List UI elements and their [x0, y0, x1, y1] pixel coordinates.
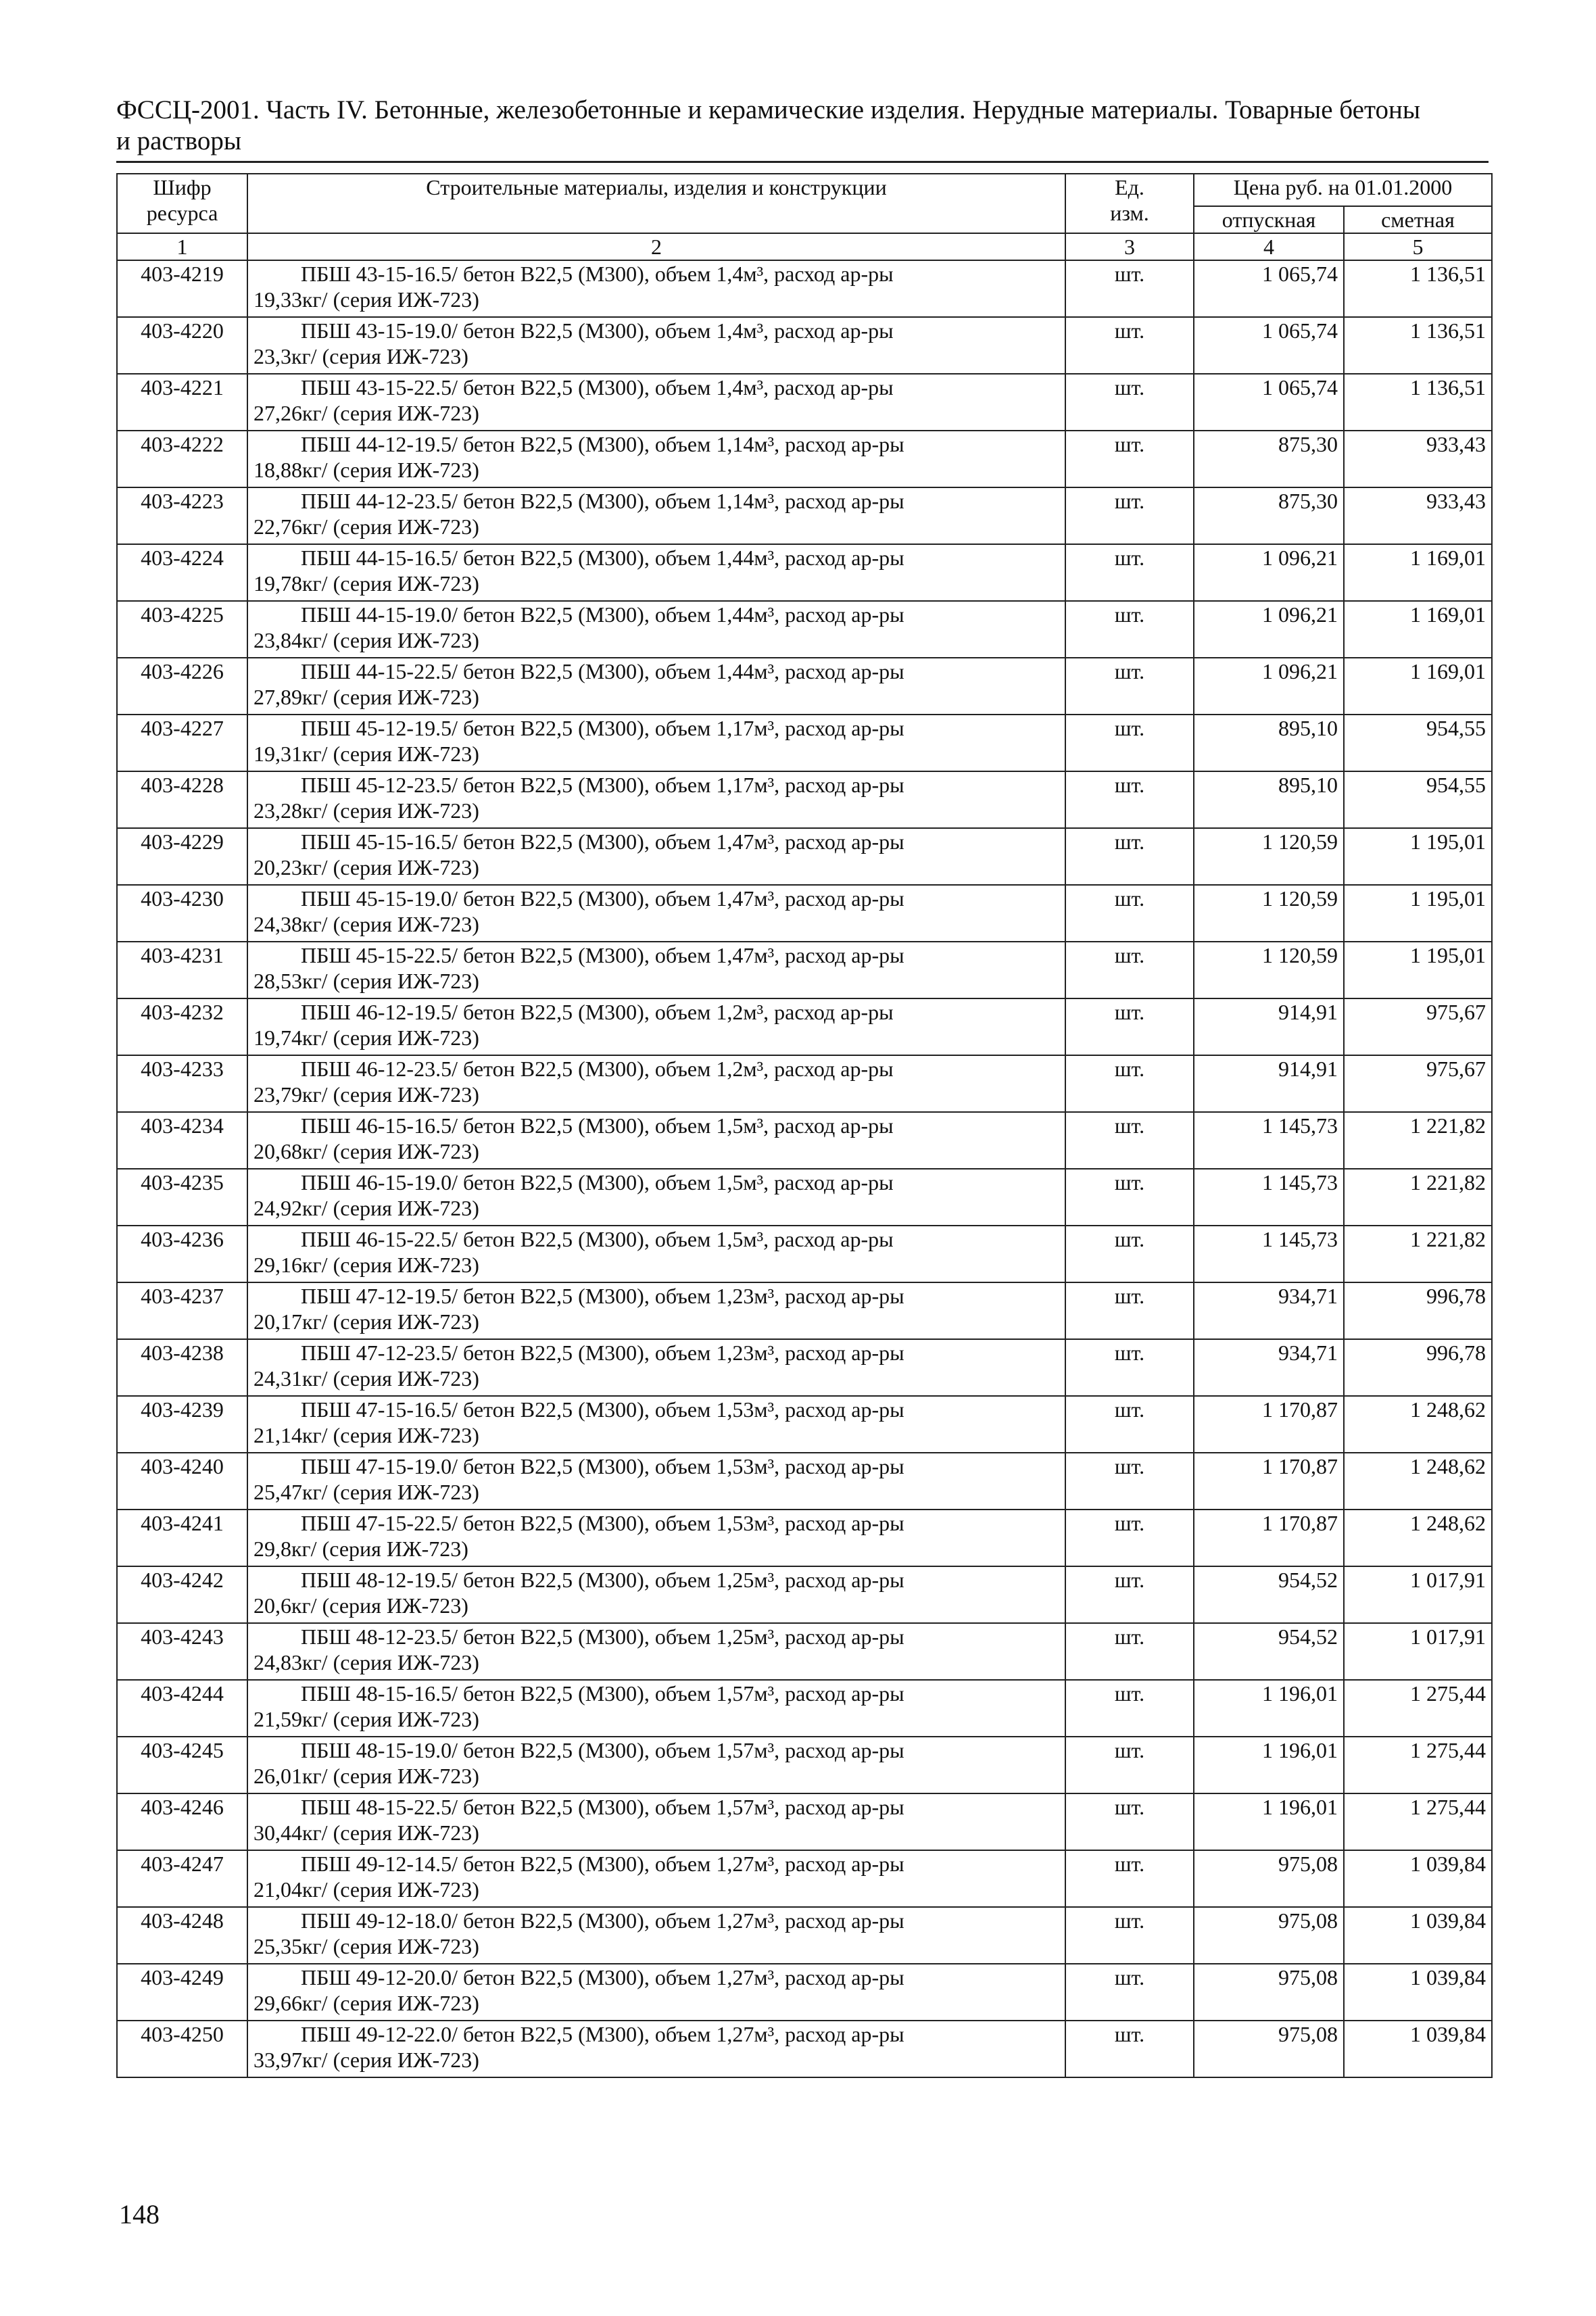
estimate-price: 1 195,01 — [1344, 885, 1492, 942]
description-line-2: 20,68кг/ (серия ИЖ-723) — [253, 1139, 479, 1163]
release-price: 914,91 — [1194, 998, 1344, 1055]
estimate-price: 1 017,91 — [1344, 1566, 1492, 1623]
release-price: 1 196,01 — [1194, 1680, 1344, 1737]
release-price: 975,08 — [1194, 1850, 1344, 1907]
table-row — [117, 1680, 1492, 1737]
description-line-1: ПБШ 44-12-23.5/ бетон В22,5 (М300), объем 1,14м³, расход ар-ры — [301, 489, 904, 513]
description-line-2: 26,01кг/ (серия ИЖ-723) — [253, 1764, 479, 1788]
description-line-2: 25,35кг/ (серия ИЖ-723) — [253, 1934, 479, 1958]
estimate-price: 996,78 — [1344, 1282, 1492, 1339]
estimate-price: 1 169,01 — [1344, 601, 1492, 658]
table-row — [117, 317, 1492, 374]
release-price: 975,08 — [1194, 1964, 1344, 2021]
description-line-1: ПБШ 46-15-19.0/ бетон В22,5 (М300), объем 1,5м³, расход ар-ры — [301, 1170, 894, 1195]
description-line-1: ПБШ 43-15-19.0/ бетон В22,5 (М300), объем 1,4м³, расход ар-ры — [301, 318, 894, 343]
description-line-1: ПБШ 47-12-19.5/ бетон В22,5 (М300), объем 1,23м³, расход ар-ры — [301, 1284, 904, 1308]
table-row — [117, 1112, 1492, 1169]
material-description — [247, 601, 1065, 658]
table-row — [117, 1907, 1492, 1964]
table-row — [117, 1793, 1492, 1850]
description-line-2: 18,88кг/ (серия ИЖ-723) — [253, 458, 479, 482]
table-row — [117, 1282, 1492, 1339]
description-line-1: ПБШ 46-12-23.5/ бетон В22,5 (М300), объем 1,2м³, расход ар-ры — [301, 1057, 894, 1081]
unit: шт. — [1065, 1112, 1194, 1169]
unit: шт. — [1065, 998, 1194, 1055]
material-description — [247, 1964, 1065, 2021]
table-row — [117, 998, 1492, 1055]
estimate-price: 933,43 — [1344, 487, 1492, 544]
unit: шт. — [1065, 1169, 1194, 1226]
description-line-1: ПБШ 44-15-19.0/ бетон В22,5 (М300), объем 1,44м³, расход ар-ры — [301, 602, 904, 627]
estimate-price: 1 136,51 — [1344, 374, 1492, 431]
column-number: 5 — [1344, 233, 1492, 260]
unit: шт. — [1065, 658, 1194, 715]
description-line-1: ПБШ 43-15-16.5/ бетон В22,5 (М300), объем 1,4м³, расход ар-ры — [301, 262, 894, 286]
release-price: 1 065,74 — [1194, 374, 1344, 431]
estimate-price: 1 275,44 — [1344, 1793, 1492, 1850]
unit: шт. — [1065, 374, 1194, 431]
resource-code: 403-4222 — [117, 431, 247, 487]
resource-code: 403-4235 — [117, 1169, 247, 1226]
description-line-2: 24,83кг/ (серия ИЖ-723) — [253, 1650, 479, 1674]
resource-code: 403-4221 — [117, 374, 247, 431]
estimate-price: 1 221,82 — [1344, 1169, 1492, 1226]
release-price: 934,71 — [1194, 1282, 1344, 1339]
estimate-price: 996,78 — [1344, 1339, 1492, 1396]
description-line-1: ПБШ 48-15-16.5/ бетон В22,5 (М300), объем 1,57м³, расход ар-ры — [301, 1681, 904, 1706]
release-price: 975,08 — [1194, 1907, 1344, 1964]
column-number: 4 — [1194, 233, 1344, 260]
description-line-2: 24,92кг/ (серия ИЖ-723) — [253, 1196, 479, 1220]
estimate-price: 975,67 — [1344, 998, 1492, 1055]
resource-code: 403-4244 — [117, 1680, 247, 1737]
table-row — [117, 1510, 1492, 1566]
unit: шт. — [1065, 431, 1194, 487]
release-price: 1 096,21 — [1194, 601, 1344, 658]
description-line-1: ПБШ 44-15-22.5/ бетон В22,5 (М300), объем 1,44м³, расход ар-ры — [301, 659, 904, 683]
table-row — [117, 374, 1492, 431]
resource-code: 403-4245 — [117, 1737, 247, 1793]
resource-code: 403-4224 — [117, 544, 247, 601]
resource-code: 403-4250 — [117, 2021, 247, 2077]
material-description — [247, 1907, 1065, 1964]
description-line-1: ПБШ 47-15-22.5/ бетон В22,5 (М300), объем 1,53м³, расход ар-ры — [301, 1511, 904, 1535]
release-price: 1 096,21 — [1194, 544, 1344, 601]
release-price: 1 170,87 — [1194, 1510, 1344, 1566]
estimate-price: 1 136,51 — [1344, 317, 1492, 374]
estimate-price: 1 039,84 — [1344, 1907, 1492, 1964]
description-line-2: 29,8кг/ (серия ИЖ-723) — [253, 1537, 468, 1561]
description-line-2: 22,76кг/ (серия ИЖ-723) — [253, 514, 479, 539]
table-row — [117, 1737, 1492, 1793]
description-line-1: ПБШ 45-15-16.5/ бетон В22,5 (М300), объем 1,47м³, расход ар-ры — [301, 829, 904, 854]
col-header-desc: Строительные материалы, изделия и конструкции — [247, 174, 1065, 233]
description-line-2: 19,33кг/ (серия ИЖ-723) — [253, 287, 479, 312]
resource-code: 403-4229 — [117, 828, 247, 885]
description-line-2: 29,16кг/ (серия ИЖ-723) — [253, 1253, 479, 1277]
release-price: 934,71 — [1194, 1339, 1344, 1396]
description-line-1: ПБШ 48-15-22.5/ бетон В22,5 (М300), объем 1,57м³, расход ар-ры — [301, 1795, 904, 1819]
description-line-1: ПБШ 49-12-20.0/ бетон В22,5 (М300), объем 1,27м³, расход ар-ры — [301, 1965, 904, 1989]
description-line-1: ПБШ 49-12-22.0/ бетон В22,5 (М300), объем 1,27м³, расход ар-ры — [301, 2022, 904, 2046]
material-description — [247, 1169, 1065, 1226]
estimate-price: 1 221,82 — [1344, 1226, 1492, 1282]
unit: шт. — [1065, 1964, 1194, 2021]
description-line-1: ПБШ 44-12-19.5/ бетон В22,5 (М300), объем 1,14м³, расход ар-ры — [301, 432, 904, 456]
resource-code: 403-4228 — [117, 771, 247, 828]
description-line-1: ПБШ 48-12-23.5/ бетон В22,5 (М300), объем 1,25м³, расход ар-ры — [301, 1624, 904, 1649]
material-description — [247, 2021, 1065, 2077]
release-price: 1 145,73 — [1194, 1112, 1344, 1169]
resource-code: 403-4231 — [117, 942, 247, 998]
description-line-1: ПБШ 49-12-18.0/ бетон В22,5 (М300), объем 1,27м³, расход ар-ры — [301, 1908, 904, 1933]
release-price: 1 120,59 — [1194, 828, 1344, 885]
material-description — [247, 715, 1065, 771]
description-line-2: 25,47кг/ (серия ИЖ-723) — [253, 1480, 479, 1504]
release-price: 1 096,21 — [1194, 658, 1344, 715]
unit: шт. — [1065, 1737, 1194, 1793]
table-row — [117, 1055, 1492, 1112]
release-price: 914,91 — [1194, 1055, 1344, 1112]
material-description — [247, 1510, 1065, 1566]
estimate-price: 1 221,82 — [1344, 1112, 1492, 1169]
material-description — [247, 374, 1065, 431]
unit: шт. — [1065, 1793, 1194, 1850]
material-description — [247, 828, 1065, 885]
material-description — [247, 1680, 1065, 1737]
material-description — [247, 1623, 1065, 1680]
estimate-price: 1 275,44 — [1344, 1737, 1492, 1793]
resource-code: 403-4239 — [117, 1396, 247, 1453]
resource-code: 403-4247 — [117, 1850, 247, 1907]
table-row — [117, 1623, 1492, 1680]
header-rule — [116, 161, 1489, 163]
release-price: 975,08 — [1194, 2021, 1344, 2077]
resource-code: 403-4219 — [117, 260, 247, 317]
unit: шт. — [1065, 260, 1194, 317]
unit: шт. — [1065, 1907, 1194, 1964]
description-line-2: 19,74кг/ (серия ИЖ-723) — [253, 1026, 479, 1050]
unit: шт. — [1065, 317, 1194, 374]
table-body — [117, 260, 1492, 2077]
estimate-price: 1 195,01 — [1344, 828, 1492, 885]
description-line-1: ПБШ 43-15-22.5/ бетон В22,5 (М300), объем 1,4м³, расход ар-ры — [301, 375, 894, 400]
unit: шт. — [1065, 1339, 1194, 1396]
description-line-2: 20,6кг/ (серия ИЖ-723) — [253, 1593, 468, 1618]
page-number: 148 — [119, 2199, 160, 2229]
description-line-2: 21,04кг/ (серия ИЖ-723) — [253, 1877, 479, 1902]
description-line-2: 19,78кг/ (серия ИЖ-723) — [253, 571, 479, 596]
resource-code: 403-4242 — [117, 1566, 247, 1623]
col-header-estimate-price: сметная — [1344, 206, 1492, 233]
table-row — [117, 1396, 1492, 1453]
description-line-2: 28,53кг/ (серия ИЖ-723) — [253, 969, 479, 993]
table-row — [117, 1964, 1492, 2021]
table-row — [117, 2021, 1492, 2077]
description-line-1: ПБШ 45-15-19.0/ бетон В22,5 (М300), объем 1,47м³, расход ар-ры — [301, 886, 904, 911]
estimate-price: 954,55 — [1344, 715, 1492, 771]
release-price: 1 065,74 — [1194, 317, 1344, 374]
description-line-1: ПБШ 48-12-19.5/ бетон В22,5 (М300), объем 1,25м³, расход ар-ры — [301, 1568, 904, 1592]
table-row — [117, 1453, 1492, 1510]
description-line-2: 21,14кг/ (серия ИЖ-723) — [253, 1423, 479, 1447]
description-line-2: 27,89кг/ (серия ИЖ-723) — [253, 685, 479, 709]
unit: шт. — [1065, 1396, 1194, 1453]
resource-code: 403-4238 — [117, 1339, 247, 1396]
resource-code: 403-4227 — [117, 715, 247, 771]
estimate-price: 1 039,84 — [1344, 1964, 1492, 2021]
material-description — [247, 260, 1065, 317]
estimate-price: 1 275,44 — [1344, 1680, 1492, 1737]
unit: шт. — [1065, 715, 1194, 771]
resource-code: 403-4248 — [117, 1907, 247, 1964]
material-description — [247, 487, 1065, 544]
release-price: 1 145,73 — [1194, 1226, 1344, 1282]
unit: шт. — [1065, 1510, 1194, 1566]
table-row — [117, 771, 1492, 828]
material-description — [247, 1226, 1065, 1282]
table-row — [117, 601, 1492, 658]
material-description — [247, 1793, 1065, 1850]
unit: шт. — [1065, 1566, 1194, 1623]
unit: шт. — [1065, 601, 1194, 658]
estimate-price: 1 169,01 — [1344, 544, 1492, 601]
description-line-2: 29,66кг/ (серия ИЖ-723) — [253, 1991, 479, 2015]
resource-code: 403-4220 — [117, 317, 247, 374]
release-price: 895,10 — [1194, 715, 1344, 771]
resource-code: 403-4237 — [117, 1282, 247, 1339]
description-line-1: ПБШ 48-15-19.0/ бетон В22,5 (М300), объем 1,57м³, расход ар-ры — [301, 1738, 904, 1762]
table-row — [117, 431, 1492, 487]
col-header-price-group: Цена руб. на 01.01.2000 — [1194, 174, 1492, 206]
material-description — [247, 1055, 1065, 1112]
release-price: 954,52 — [1194, 1623, 1344, 1680]
unit: шт. — [1065, 885, 1194, 942]
page-header — [116, 95, 1489, 157]
resource-code: 403-4226 — [117, 658, 247, 715]
material-description — [247, 1282, 1065, 1339]
table-row — [117, 1226, 1492, 1282]
estimate-price: 1 039,84 — [1344, 2021, 1492, 2077]
material-description — [247, 1737, 1065, 1793]
description-line-2: 33,97кг/ (серия ИЖ-723) — [253, 2048, 479, 2072]
unit: шт. — [1065, 1282, 1194, 1339]
material-description — [247, 942, 1065, 998]
unit: шт. — [1065, 487, 1194, 544]
estimate-price: 1 195,01 — [1344, 942, 1492, 998]
resource-code: 403-4241 — [117, 1510, 247, 1566]
material-description — [247, 1850, 1065, 1907]
estimate-price: 1 248,62 — [1344, 1453, 1492, 1510]
description-line-2: 21,59кг/ (серия ИЖ-723) — [253, 1707, 479, 1731]
unit-header-line-1: Ед. — [1115, 175, 1144, 199]
description-line-2: 23,3кг/ (серия ИЖ-723) — [253, 344, 468, 368]
material-description — [247, 1396, 1065, 1453]
release-price: 1 196,01 — [1194, 1737, 1344, 1793]
release-price: 875,30 — [1194, 431, 1344, 487]
unit: шт. — [1065, 1226, 1194, 1282]
description-line-1: ПБШ 45-15-22.5/ бетон В22,5 (М300), объем 1,47м³, расход ар-ры — [301, 943, 904, 967]
unit: шт. — [1065, 1680, 1194, 1737]
release-price: 1 065,74 — [1194, 260, 1344, 317]
material-description — [247, 885, 1065, 942]
unit: шт. — [1065, 1453, 1194, 1510]
material-description — [247, 771, 1065, 828]
description-line-2: 23,28кг/ (серия ИЖ-723) — [253, 798, 479, 823]
material-description — [247, 1453, 1065, 1510]
release-price: 875,30 — [1194, 487, 1344, 544]
release-price: 1 145,73 — [1194, 1169, 1344, 1226]
estimate-price: 1 248,62 — [1344, 1396, 1492, 1453]
estimate-price: 954,55 — [1344, 771, 1492, 828]
table-row — [117, 1169, 1492, 1226]
description-line-1: ПБШ 47-15-16.5/ бетон В22,5 (М300), объем 1,53м³, расход ар-ры — [301, 1397, 904, 1422]
column-numbers-row — [117, 233, 1492, 260]
material-description — [247, 1566, 1065, 1623]
material-description — [247, 431, 1065, 487]
description-line-2: 23,84кг/ (серия ИЖ-723) — [253, 628, 479, 652]
table-row — [117, 260, 1492, 317]
description-line-2: 20,17кг/ (серия ИЖ-723) — [253, 1309, 479, 1334]
code-header-line-1: Шифр — [153, 175, 212, 199]
description-line-1: ПБШ 46-15-22.5/ бетон В22,5 (М300), объем 1,5м³, расход ар-ры — [301, 1227, 894, 1251]
description-line-2: 30,44кг/ (серия ИЖ-723) — [253, 1820, 479, 1845]
column-number: 3 — [1065, 233, 1194, 260]
price-table — [116, 173, 1493, 2078]
material-description — [247, 1339, 1065, 1396]
release-price: 1 196,01 — [1194, 1793, 1344, 1850]
release-price: 1 120,59 — [1194, 942, 1344, 998]
material-description — [247, 1112, 1065, 1169]
unit: шт. — [1065, 1850, 1194, 1907]
resource-code: 403-4243 — [117, 1623, 247, 1680]
table-row — [117, 1566, 1492, 1623]
table-row — [117, 658, 1492, 715]
description-line-2: 23,79кг/ (серия ИЖ-723) — [253, 1082, 479, 1107]
material-description — [247, 658, 1065, 715]
unit: шт. — [1065, 544, 1194, 601]
column-number: 2 — [247, 233, 1065, 260]
table-row — [117, 487, 1492, 544]
estimate-price: 1 169,01 — [1344, 658, 1492, 715]
resource-code: 403-4246 — [117, 1793, 247, 1850]
resource-code: 403-4249 — [117, 1964, 247, 2021]
resource-code: 403-4225 — [117, 601, 247, 658]
description-line-2: 19,31кг/ (серия ИЖ-723) — [253, 742, 479, 766]
col-header-unit — [1065, 174, 1194, 233]
col-header-code — [117, 174, 247, 233]
column-number: 1 — [117, 233, 247, 260]
unit: шт. — [1065, 771, 1194, 828]
header-line-1: ФССЦ-2001. Часть IV. Бетонные, железобетонные и керамические изделия. Нерудные материалы. Товарные бетоны — [116, 95, 1421, 124]
release-price: 1 120,59 — [1194, 885, 1344, 942]
material-description — [247, 998, 1065, 1055]
resource-code: 403-4230 — [117, 885, 247, 942]
estimate-price: 933,43 — [1344, 431, 1492, 487]
description-line-1: ПБШ 46-15-16.5/ бетон В22,5 (М300), объем 1,5м³, расход ар-ры — [301, 1113, 894, 1138]
resource-code: 403-4232 — [117, 998, 247, 1055]
resource-code: 403-4240 — [117, 1453, 247, 1510]
material-description — [247, 317, 1065, 374]
unit: шт. — [1065, 2021, 1194, 2077]
description-line-1: ПБШ 44-15-16.5/ бетон В22,5 (М300), объем 1,44м³, расход ар-ры — [301, 546, 904, 570]
release-price: 1 170,87 — [1194, 1453, 1344, 1510]
estimate-price: 975,67 — [1344, 1055, 1492, 1112]
unit: шт. — [1065, 1623, 1194, 1680]
description-line-1: ПБШ 45-12-19.5/ бетон В22,5 (М300), объем 1,17м³, расход ар-ры — [301, 716, 904, 740]
col-header-release-price: отпускная — [1194, 206, 1344, 233]
description-line-1: ПБШ 45-12-23.5/ бетон В22,5 (М300), объем 1,17м³, расход ар-ры — [301, 773, 904, 797]
unit: шт. — [1065, 942, 1194, 998]
unit: шт. — [1065, 1055, 1194, 1112]
description-line-2: 24,38кг/ (серия ИЖ-723) — [253, 912, 479, 936]
resource-code: 403-4223 — [117, 487, 247, 544]
header-line-2: и растворы — [116, 126, 242, 155]
table-row — [117, 828, 1492, 885]
description-line-1: ПБШ 47-15-19.0/ бетон В22,5 (М300), объем 1,53м³, расход ар-ры — [301, 1454, 904, 1478]
estimate-price: 1 039,84 — [1344, 1850, 1492, 1907]
description-line-1: ПБШ 49-12-14.5/ бетон В22,5 (М300), объем 1,27м³, расход ар-ры — [301, 1852, 904, 1876]
table-row — [117, 715, 1492, 771]
table-row — [117, 885, 1492, 942]
table-row — [117, 1339, 1492, 1396]
resource-code: 403-4234 — [117, 1112, 247, 1169]
estimate-price: 1 136,51 — [1344, 260, 1492, 317]
table-row — [117, 942, 1492, 998]
estimate-price: 1 248,62 — [1344, 1510, 1492, 1566]
table-row — [117, 544, 1492, 601]
release-price: 895,10 — [1194, 771, 1344, 828]
resource-code: 403-4236 — [117, 1226, 247, 1282]
description-line-2: 24,31кг/ (серия ИЖ-723) — [253, 1366, 479, 1391]
resource-code: 403-4233 — [117, 1055, 247, 1112]
release-price: 954,52 — [1194, 1566, 1344, 1623]
description-line-1: ПБШ 47-12-23.5/ бетон В22,5 (М300), объем 1,23м³, расход ар-ры — [301, 1341, 904, 1365]
release-price: 1 170,87 — [1194, 1396, 1344, 1453]
unit-header-line-2: изм. — [1110, 201, 1149, 225]
code-header-line-2: ресурса — [146, 201, 218, 225]
table-row — [117, 1850, 1492, 1907]
description-line-1: ПБШ 46-12-19.5/ бетон В22,5 (М300), объем 1,2м³, расход ар-ры — [301, 1000, 894, 1024]
estimate-price: 1 017,91 — [1344, 1623, 1492, 1680]
description-line-2: 20,23кг/ (серия ИЖ-723) — [253, 855, 479, 879]
material-description — [247, 544, 1065, 601]
unit: шт. — [1065, 828, 1194, 885]
description-line-2: 27,26кг/ (серия ИЖ-723) — [253, 401, 479, 425]
